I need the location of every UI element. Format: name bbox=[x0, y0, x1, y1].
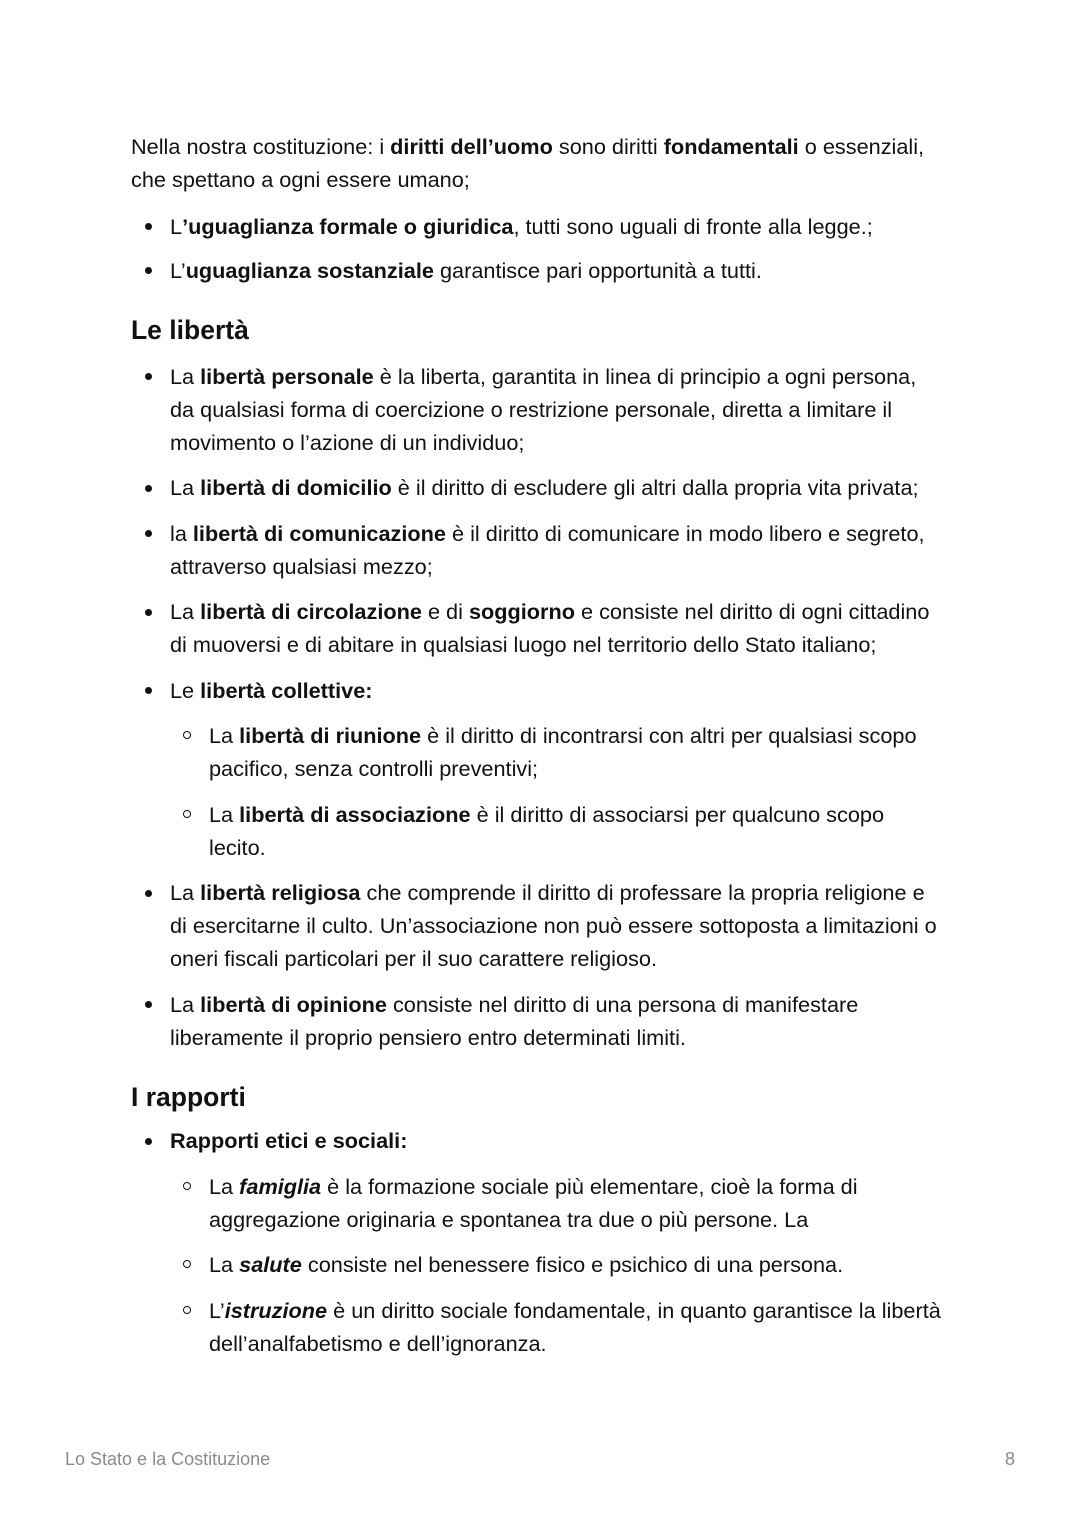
bold-term: libertà collettive: bbox=[200, 677, 373, 703]
bullet-icon bbox=[145, 267, 152, 274]
bold-term: libertà religiosa bbox=[200, 880, 361, 905]
bold-term: libertà di circolazione bbox=[200, 599, 422, 624]
text-run: La bbox=[209, 1252, 240, 1277]
bullet-icon bbox=[145, 530, 152, 537]
text-run: L bbox=[170, 213, 183, 239]
bold-italic-term: istruzione bbox=[224, 1297, 328, 1323]
section-heading-liberta: Le libertà bbox=[131, 315, 249, 345]
text-run: L’ bbox=[170, 257, 186, 283]
text-run: , tutti sono uguali di fronte alla legge.; bbox=[513, 213, 873, 239]
bullet-icon bbox=[145, 687, 152, 694]
bold-term: libertà personale bbox=[200, 363, 374, 389]
page-number: 8 bbox=[1004, 1449, 1015, 1469]
circle-bullet-icon bbox=[183, 810, 191, 818]
list-item bbox=[131, 517, 971, 583]
text-run: di esercitarne il culto. Un’associazione non può essere sottoposta a limitazioni o bbox=[170, 913, 937, 938]
text-run: o essenziali, bbox=[798, 134, 925, 159]
text-run: oneri fiscali particolari per il suo carattere religioso. bbox=[170, 946, 657, 971]
section-heading-rapporti: I rapporti bbox=[131, 1082, 246, 1112]
text-run: è il diritto di associarsi per qualcuno scopo bbox=[470, 801, 885, 827]
circle-bullet-icon bbox=[183, 1182, 191, 1190]
circle-bullet-icon bbox=[183, 731, 191, 739]
sub-list-item bbox=[170, 1294, 971, 1360]
text-run: Nella nostra costituzione: i bbox=[131, 134, 391, 159]
text-run: la bbox=[170, 520, 193, 546]
list-item bbox=[131, 876, 971, 975]
circle-bullet-icon bbox=[183, 1260, 191, 1268]
bold-term: Rapporti etici e sociali: bbox=[170, 1128, 408, 1153]
bold-term: libertà di domicilio bbox=[200, 475, 392, 500]
list-item bbox=[131, 471, 971, 504]
text-run: dell’analfabetismo e dell’ignoranza. bbox=[209, 1330, 547, 1356]
text-run: è il diritto di incontrarsi con altri per qualsiasi scopo bbox=[421, 723, 917, 748]
text-run: che comprende il diritto di professare la propria religione e bbox=[360, 880, 925, 905]
text-run: lecito. bbox=[209, 834, 266, 860]
sub-list-item bbox=[170, 1248, 971, 1281]
text-run: La bbox=[209, 1173, 240, 1199]
sub-list-item bbox=[170, 719, 971, 785]
bullet-icon bbox=[145, 1138, 152, 1145]
bold-term: diritti dell’uomo bbox=[390, 134, 553, 159]
text-run: è il diritto di escludere gli altri dalla propria vita privata; bbox=[391, 475, 919, 500]
text-run: di muoversi e di abitare in qualsiasi luogo nel territorio dello Stato italiano; bbox=[170, 632, 877, 657]
bullet-icon bbox=[145, 485, 152, 492]
text-run: L’ bbox=[209, 1297, 225, 1323]
text-run: da qualsiasi forma di coercizione o restrizione personale, diretta a limitare il bbox=[170, 396, 893, 422]
text-run: Le bbox=[170, 677, 201, 703]
list-item bbox=[131, 1124, 971, 1360]
text-run: e di bbox=[421, 599, 469, 624]
bold-term: uguaglianza sostanziale bbox=[185, 257, 434, 283]
bullet-icon bbox=[145, 890, 152, 897]
bold-term: libertà di comunicazione bbox=[192, 520, 446, 546]
bold-term: fondamentali bbox=[663, 134, 799, 159]
intro-paragraph bbox=[131, 130, 971, 196]
text-run: consiste nel benessere fisico e psichico di una persona. bbox=[301, 1252, 844, 1277]
bold-term: libertà di associazione bbox=[239, 801, 471, 827]
text-run: La bbox=[170, 363, 201, 389]
collective-liberties-sublist bbox=[170, 719, 971, 864]
text-run: pacifico, senza controlli preventivi; bbox=[209, 756, 539, 781]
bullet-icon bbox=[145, 373, 152, 380]
liberta-list bbox=[131, 360, 971, 1054]
text-run: è la formazione sociale più elementare, cioè la forma di bbox=[321, 1173, 858, 1199]
list-item bbox=[131, 254, 971, 287]
bold-term: ’uguaglianza formale o giuridica bbox=[182, 213, 514, 239]
bold-term: soggiorno bbox=[468, 599, 575, 624]
bullet-icon bbox=[145, 609, 152, 616]
text-run: sono diritti bbox=[552, 134, 664, 159]
text-run: attraverso qualsiasi mezzo; bbox=[170, 553, 433, 579]
ethical-social-sublist bbox=[170, 1170, 971, 1360]
list-item bbox=[131, 674, 971, 864]
text-run: La bbox=[209, 801, 240, 827]
bold-term: libertà di riunione bbox=[239, 723, 422, 748]
equality-list bbox=[131, 210, 971, 287]
list-item bbox=[131, 360, 971, 459]
footer-document-title: Lo Stato e la Costituzione bbox=[65, 1449, 271, 1469]
text-run: La bbox=[170, 475, 201, 500]
sub-list-item bbox=[170, 798, 971, 864]
bold-term: libertà di opinione bbox=[200, 991, 387, 1017]
text-run: aggregazione originaria e spontanea tra due o più persone. La bbox=[209, 1206, 809, 1232]
text-run: consiste nel diritto di una persona di manifestare bbox=[386, 991, 859, 1017]
bold-italic-term: salute bbox=[239, 1252, 302, 1277]
text-run: è un diritto sociale fondamentale, in quanto garantisce la libertà bbox=[327, 1297, 941, 1323]
list-item bbox=[131, 210, 971, 243]
sub-list-item bbox=[170, 1170, 971, 1236]
text-run: La bbox=[170, 599, 201, 624]
text-run: liberamente il proprio pensiero entro determinati limiti. bbox=[170, 1024, 686, 1050]
bold-italic-term: famiglia bbox=[239, 1173, 322, 1199]
circle-bullet-icon bbox=[183, 1306, 191, 1314]
text-run: è la liberta, garantita in linea di principio a ogni persona, bbox=[373, 363, 917, 389]
page-content bbox=[131, 130, 971, 1360]
text-run: La bbox=[170, 991, 201, 1017]
text-run: movimento o l’azione di un individuo; bbox=[170, 429, 525, 455]
text-run: e consiste nel diritto di ogni cittadino bbox=[574, 599, 930, 624]
list-item bbox=[131, 988, 971, 1054]
bullet-icon bbox=[145, 223, 152, 230]
text-run: è il diritto di comunicare in modo libero e segreto, bbox=[445, 520, 925, 546]
bullet-icon bbox=[145, 1001, 152, 1008]
rapporti-list bbox=[131, 1124, 971, 1360]
text-run: La bbox=[209, 723, 240, 748]
text-run: che spettano a ogni essere umano; bbox=[131, 167, 470, 192]
list-item bbox=[131, 595, 971, 661]
text-run: garantisce pari opportunità a tutti. bbox=[433, 257, 762, 283]
text-run: La bbox=[170, 880, 201, 905]
